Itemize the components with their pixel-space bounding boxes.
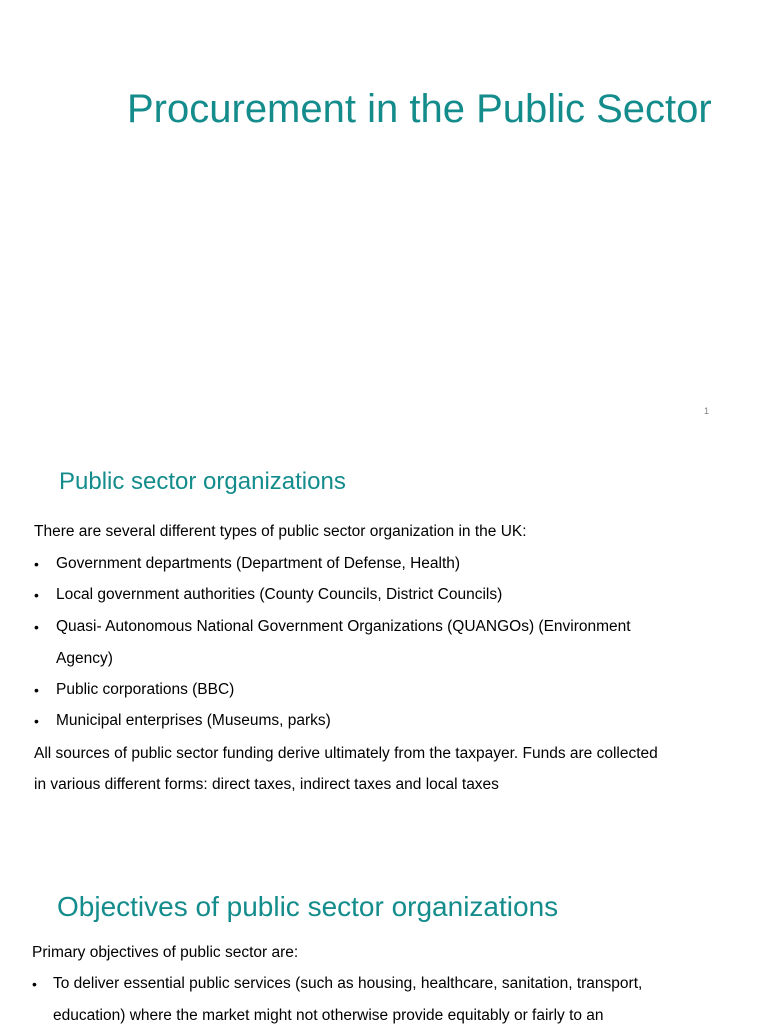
list-item: Municipal enterprises (Museums, parks) [56, 712, 331, 729]
slide-heading: Public sector organizations [59, 468, 346, 495]
slide-title: Procurement in the Public Sector [127, 87, 712, 131]
closing-text: in various different forms: direct taxes, indirect taxes and local taxes [34, 776, 499, 793]
objectives-slide [0, 864, 768, 1024]
list-item-continuation: Agency) [56, 650, 113, 667]
list-item: Public corporations (BBC) [56, 681, 235, 698]
list-item: Quasi- Autonomous National Government Organizations (QUANGOs) (Environment [56, 618, 631, 635]
intro-text: There are several different types of public sector organization in the UK: [34, 523, 527, 540]
slide-body [0, 432, 768, 864]
list-item: Local government authorities (County Councils, District Councils) [56, 586, 503, 603]
public-sector-organizations-slide [0, 432, 768, 864]
bullet-marker: • [34, 713, 39, 729]
bullet-marker: • [34, 682, 39, 698]
list-item: Government departments (Department of Defense, Health) [56, 555, 461, 572]
bullet-marker: • [34, 556, 39, 572]
slide-heading: Objectives of public sector organizations [57, 891, 559, 922]
bullet-marker: • [32, 976, 37, 992]
list-item-continuation: education) where the market might not otherwise provide equitably or fairly to an [53, 1007, 604, 1024]
page-number: 1 [704, 406, 710, 416]
slide-body [0, 864, 768, 1024]
bullet-marker: • [34, 587, 39, 603]
intro-text: Primary objectives of public sector are: [32, 944, 299, 961]
list-item: To deliver essential public services (such as housing, healthcare, sanitation, transport, [53, 975, 643, 992]
bullet-marker: • [34, 619, 39, 635]
title-slide [0, 0, 768, 432]
closing-text: All sources of public sector funding derive ultimately from the taxpayer. Funds are collected [34, 745, 658, 762]
